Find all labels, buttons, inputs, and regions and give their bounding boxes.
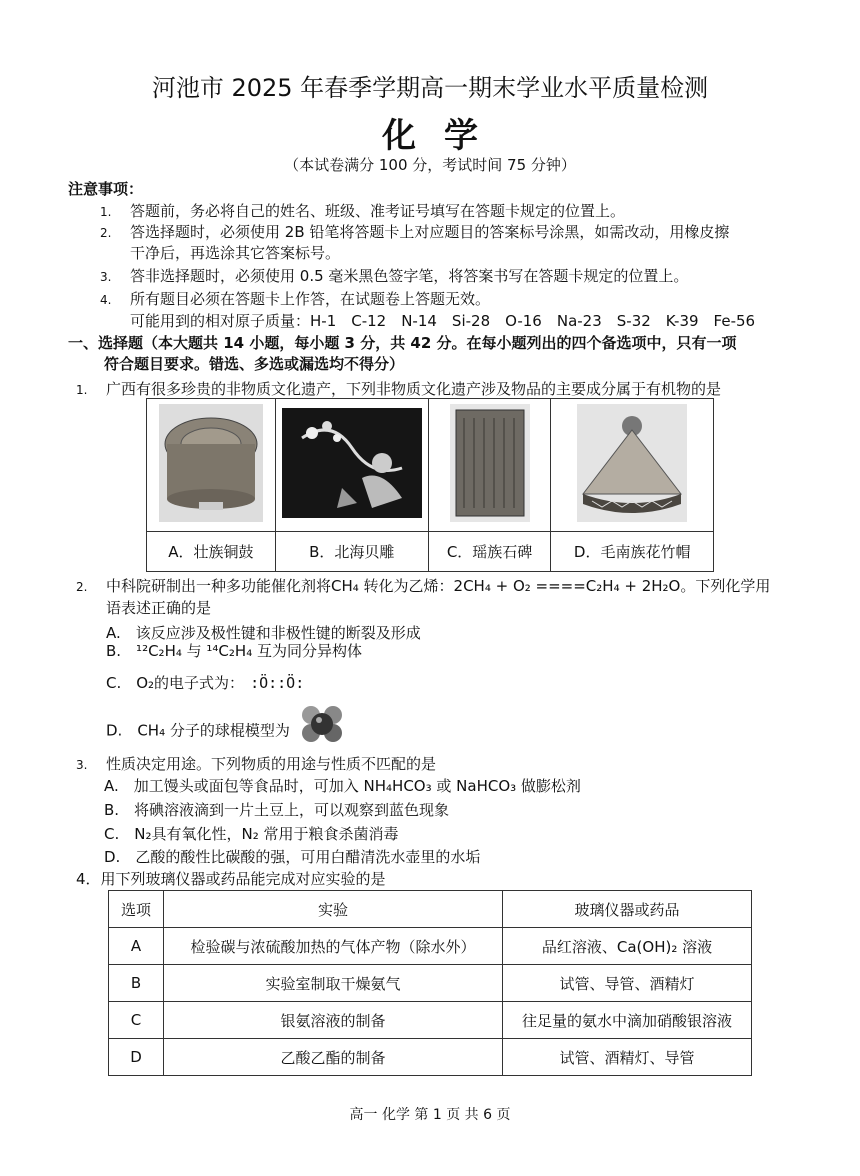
table-header-cell: 实验	[164, 891, 503, 928]
table-cell: 试管、酒精灯、导管	[503, 1039, 752, 1076]
notice-item: 2. 答选择题时，必须使用 2B 铅笔将答题卡上对应题目的答案标号涂黑，如需改动，用橡皮擦	[100, 223, 730, 241]
bronze-drum-image	[147, 399, 276, 532]
bamboo-hat-image	[551, 399, 714, 532]
atomic-masses: 可能用到的相对原子质量：H-1 C-12 N-14 Si-28 O-16 Na-23 S-32 K-39 Fe-56	[130, 312, 756, 330]
q3-option-a: A. 加工馒头或面包等食品时，可加入 NH₄HCO₃ 或 NaHCO₃ 做膨松剂	[104, 777, 581, 795]
table-cell: 银氨溶液的制备	[164, 1002, 503, 1039]
table-cell: 品红溶液、Ca(OH)₂ 溶液	[503, 928, 752, 965]
notice-item: 3. 答非选择题时，必须使用 0.5 毫米黑色签字笔，将答案书写在答题卡规定的位置上。	[100, 267, 689, 285]
q1-option-c: C．瑶族石碑	[428, 532, 551, 572]
q3-option-c: C. N₂具有氧化性，N₂ 常用于粮食杀菌消毒	[104, 825, 399, 843]
exam-title: 河池市 2025 年春季学期高一期末学业水平质量检测	[151, 74, 709, 102]
q2-option-b: B. ¹²C₂H₄ 与 ¹⁴C₂H₄ 互为同分异构体	[106, 642, 362, 660]
exam-note: （本试卷满分 100 分，考试时间 75 分钟）	[284, 156, 576, 174]
methane-ball-stick-model-icon	[299, 701, 345, 747]
table-cell: 检验碳与浓硫酸加热的气体产物（除水外）	[164, 928, 503, 965]
notice-item: 1. 答题前，务必将自己的姓名、班级、准考证号填写在答题卡规定的位置上。	[100, 202, 626, 220]
bamboo-hat-icon	[577, 404, 687, 522]
table-header-cell: 选项	[109, 891, 164, 928]
q1-option-b: B．北海贝雕	[275, 532, 428, 572]
question-1: 1. 广西有很多珍贵的非物质文化遗产，下列非物质文化遗产涉及物品的主要成分属于有机物的是	[76, 380, 722, 398]
q3-option-d: D. 乙酸的酸性比碳酸的强，可用白醋清洗水壶里的水垢	[104, 848, 481, 866]
question-3: 3. 性质决定用途。下列物质的用途与性质不匹配的是	[76, 755, 437, 773]
notice-item: 4. 所有题目必须在答题卡上作答，在试题卷上答题无效。	[100, 290, 491, 308]
question-2-continued: 语表述正确的是	[106, 599, 212, 617]
question-2: 2. 中科院研制出一种多功能催化剂将CH₄ 转化为乙烯：2CH₄ + O₂ ====C₂H₄ + 2H₂O。下列化学用	[76, 577, 771, 595]
q1-option-a: A．壮族铜鼓	[147, 532, 276, 572]
question-4: 4．用下列玻璃仪器或药品能完成对应实验的是	[76, 870, 386, 888]
shell-carving-image	[275, 399, 428, 532]
table-cell: 实验室制取干燥氨气	[164, 965, 503, 1002]
shell-carving-icon	[282, 408, 422, 518]
table-cell: A	[109, 928, 164, 965]
q2-option-d: D. CH₄ 分子的球棍模型为	[106, 715, 345, 747]
table-cell: 试管、导管、酒精灯	[503, 965, 752, 1002]
table-header-cell: 玻璃仪器或药品	[503, 891, 752, 928]
table-row	[109, 965, 752, 1002]
table-cell: B	[109, 965, 164, 1002]
q2-option-a: A. 该反应涉及极性键和非极性键的断裂及形成	[106, 624, 421, 642]
q1-options-table	[146, 398, 714, 572]
subject-title: 化学	[382, 116, 506, 156]
notice-item-continued: 干净后，再选涂其它答案标号。	[130, 244, 341, 262]
section-heading-continued: 符合题目要求。错选、多选或漏选均不得分）	[104, 355, 405, 373]
q1-option-d: D．毛南族花竹帽	[551, 532, 714, 572]
stone-tablet-icon	[450, 404, 530, 522]
table-row	[109, 1039, 752, 1076]
q4-table	[108, 890, 752, 1076]
table-row	[109, 1002, 752, 1039]
table-row	[109, 928, 752, 965]
q2-option-c: C. O₂的电子式为： :Ö::Ö:	[106, 674, 305, 692]
notice-heading: 注意事项：	[68, 180, 144, 198]
table-cell: D	[109, 1039, 164, 1076]
table-cell: 乙酸乙酯的制备	[164, 1039, 503, 1076]
q3-option-b: B. 将碘溶液滴到一片土豆上，可以观察到蓝色现象	[104, 801, 450, 819]
stone-tablet-image	[428, 399, 551, 532]
table-cell: 往足量的氨水中滴加硝酸银溶液	[503, 1002, 752, 1039]
o2-electron-formula: :Ö::Ö:	[250, 674, 305, 692]
bronze-drum-icon	[159, 404, 263, 522]
page-footer: 高一 化学 第 1 页 共 6 页	[349, 1107, 511, 1123]
table-cell: C	[109, 1002, 164, 1039]
section-heading: 一、选择题（本大题共 14 小题，每小题 3 分，共 42 分。在每小题列出的四个备选项中，只有一项	[68, 334, 737, 352]
